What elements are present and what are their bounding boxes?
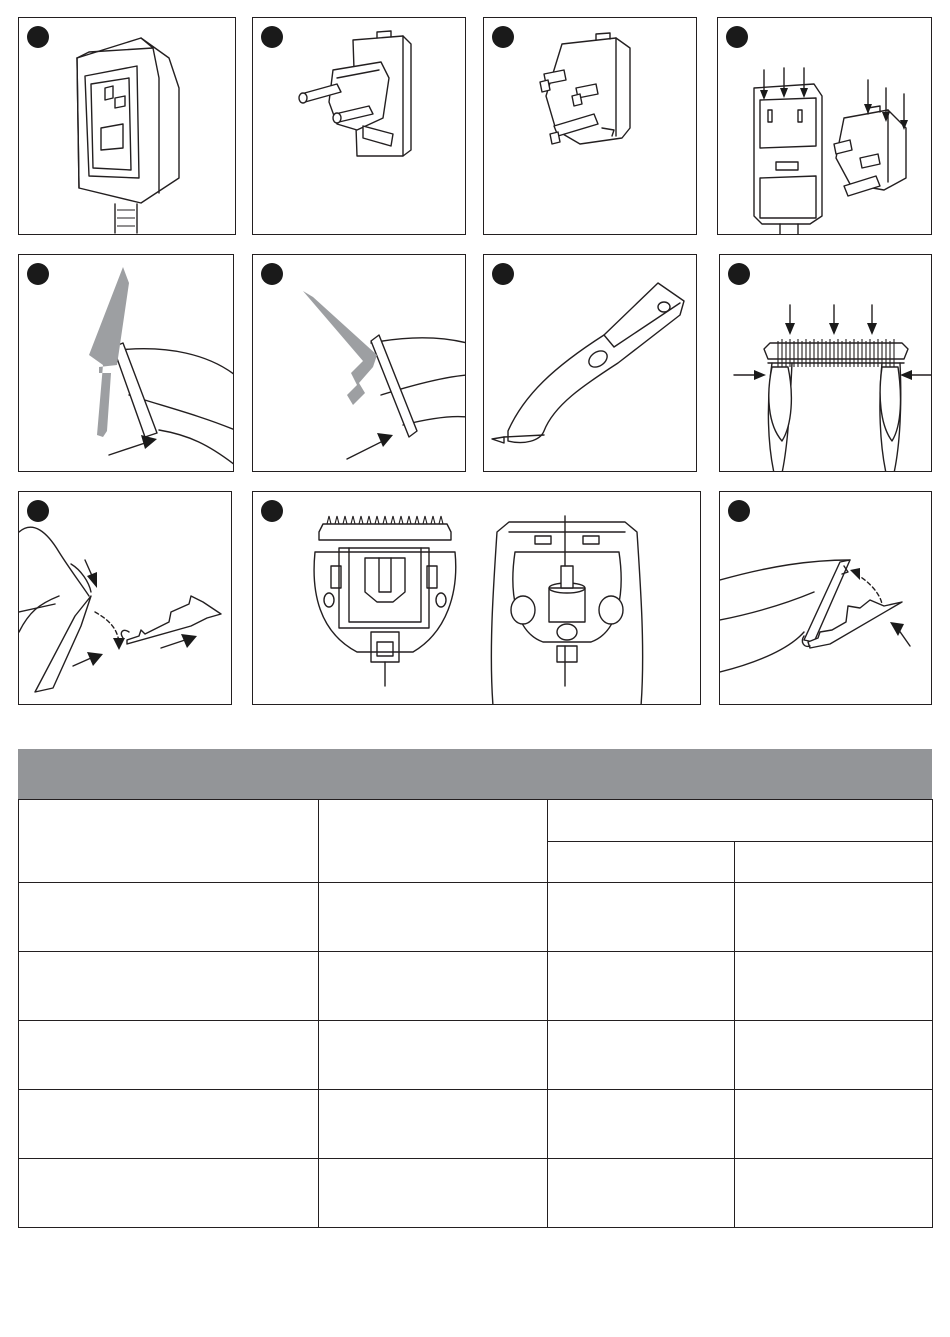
table-cell: [319, 1159, 548, 1228]
table-cell: [735, 952, 933, 1021]
power-adapter-icon: [19, 18, 236, 235]
blade-refit-icon: [720, 492, 932, 705]
plug-attach-icon: [718, 18, 932, 235]
attach-comb-icon: [19, 255, 234, 472]
table-cell: [319, 952, 548, 1021]
table-cell: [735, 842, 933, 883]
table-row: [19, 952, 933, 1021]
figure-3-uk-plug: [483, 17, 697, 235]
table-cell: [548, 1159, 735, 1228]
figure-6-remove-comb: [252, 254, 466, 472]
figure-2-euro-plug: [252, 17, 466, 235]
table-cell: [319, 883, 548, 952]
table-cell: [19, 1159, 319, 1228]
table-cell: [319, 1090, 548, 1159]
table-row: [19, 800, 933, 842]
table-cell: [735, 1090, 933, 1159]
blade-alignment-icon: [253, 492, 701, 705]
table-row: [19, 1090, 933, 1159]
trimmer-body-icon: [484, 255, 697, 472]
table-cell: [548, 842, 735, 883]
table-cell: [19, 952, 319, 1021]
figure-8-blade-release: [719, 254, 932, 472]
uk-plug-adapter-icon: [484, 18, 697, 235]
figure-10-blade-alignment: [252, 491, 701, 705]
table-cell: [548, 1021, 735, 1090]
table-cell: [319, 1021, 548, 1090]
table-row: [19, 883, 933, 952]
table-cell: [735, 1159, 933, 1228]
table-cell: [548, 883, 735, 952]
figure-4-attach-plug: [717, 17, 932, 235]
figure-1-power-adapter: [18, 17, 236, 235]
table-row: [19, 1021, 933, 1090]
table-cell: [319, 800, 548, 883]
table-cell: [19, 1021, 319, 1090]
table-header-band: [18, 749, 932, 799]
euro-plug-adapter-icon: [253, 18, 466, 235]
table-cell: [735, 1021, 933, 1090]
table-cell: [548, 952, 735, 1021]
spec-table: [18, 799, 933, 1228]
figure-5-attach-comb: [18, 254, 234, 472]
table-cell: [548, 1090, 735, 1159]
table-row: [19, 1159, 933, 1228]
remove-comb-icon: [253, 255, 466, 472]
figure-11-blade-refit: [719, 491, 932, 705]
blade-clean-icon: [19, 492, 232, 705]
figure-9-blade-clean: [18, 491, 232, 705]
figure-7-trimmer-body: [483, 254, 697, 472]
table-cell: [548, 800, 933, 842]
table-cell: [19, 883, 319, 952]
table-cell: [19, 1090, 319, 1159]
table-cell: [735, 883, 933, 952]
table-cell: [19, 800, 319, 883]
blade-release-icon: [720, 255, 932, 472]
